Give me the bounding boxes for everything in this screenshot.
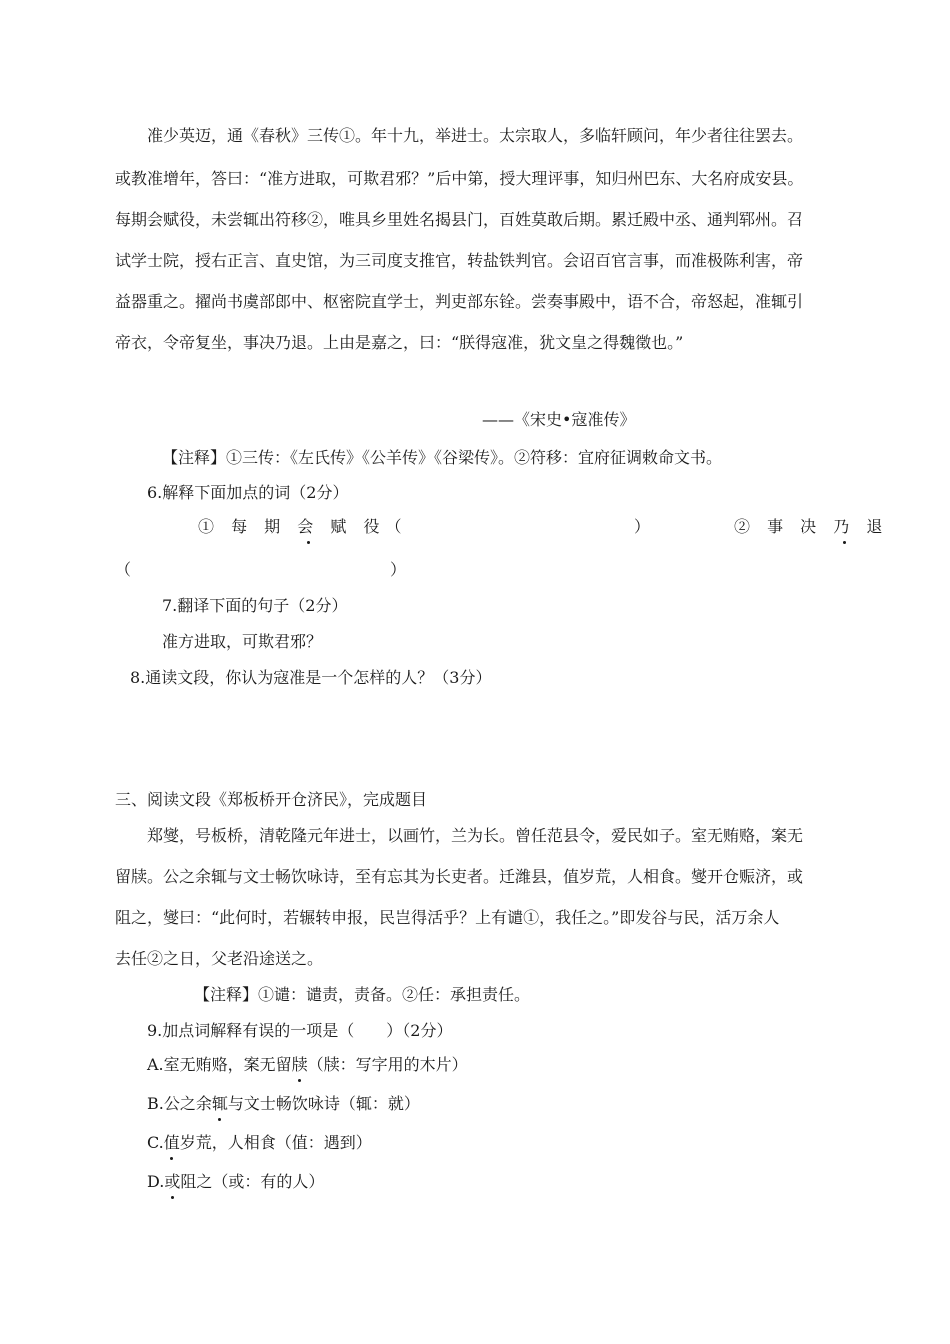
section-3-note: 【注释】①谴：谴责，责备。②任：承担责任。 — [194, 985, 531, 1004]
passage-line-2: 或教准增年，答曰：“准方进取，可欺君邪？”后中第，授大理评事，知归州巴东、大名府成安县。 — [115, 169, 804, 188]
dotted-word-zhi: 值 — [163, 1133, 180, 1152]
section-3-line-3: 阻之，燮曰：“此何时，若辗转申报，民岂得活乎？上有谴①，我任之。”即发谷与民，活万余人 — [115, 908, 780, 927]
option-c-gloss: 岁荒，人相食（值：遇到） — [179, 1133, 372, 1152]
option-c-label: C. — [147, 1133, 164, 1152]
option-a-text: A.室无贿赂，案无留 — [147, 1055, 292, 1074]
passage-line-1: 准少英迈，通《春秋》三传①。年十九，举进士。太宗取人，多临轩顾问，年少者往往罢去。 — [147, 126, 804, 145]
dotted-word-nai: 乃 — [833, 517, 856, 536]
option-d-label: D. — [147, 1172, 165, 1191]
section-3-line-1: 郑燮，号板桥，清乾隆元年进士，以画竹，兰为长。曾任范县令，爱民如子。室无贿赂，案无 — [147, 826, 804, 845]
passage-line-4: 试学士院，授右正言、直史馆，为三司度支推官，转盐铁判官。会诏百官言事，而准极陈利害，帝 — [115, 251, 804, 270]
passage-line-3: 每期会赋役，未尝辄出符移②，唯具乡里姓名揭县门，百姓莫敢后期。累迁殿中丞、通判郓州。召 — [115, 210, 804, 229]
question-6-item-2 — [734, 517, 888, 537]
section-3-line-4: 去任②之日，父老沿途送之。 — [115, 949, 324, 968]
option-b — [147, 1094, 420, 1114]
dotted-word-du: 牍 — [291, 1055, 308, 1074]
section-3-line-2: 留牍。公之余辄与文士畅饮咏诗，至有忘其为长吏者。迁潍县，值岁荒，人相食。燮开仓赈济，或 — [115, 867, 804, 886]
item-1-prefix: ① 每 期 — [198, 517, 298, 536]
dotted-word-hui: 会 — [297, 517, 320, 536]
question-6-blank-open: （ — [115, 560, 132, 579]
question-6-item-1-close: ） — [634, 517, 651, 536]
item-1-suffix: 赋 役（ — [319, 517, 408, 536]
question-8-title: 8.通读文段，你认为寇准是一个怎样的人？（3分） — [130, 668, 492, 687]
option-a — [147, 1055, 468, 1075]
option-d — [147, 1172, 324, 1192]
option-c — [147, 1133, 372, 1153]
section-3-heading: 三、阅读文段《郑板桥开仓济民》，完成题目 — [115, 790, 428, 809]
question-6-item-1 — [198, 517, 407, 537]
passage-line-6: 帝衣，令帝复坐，事决乃退。上由是嘉之，曰：“朕得寇准，犹文皇之得魏徵也。” — [115, 333, 684, 352]
item-2-prefix: ② 事 决 — [734, 517, 834, 536]
question-7-title: 7.翻译下面的句子（2分） — [162, 596, 348, 615]
option-d-gloss: 阻之（或：有的人） — [180, 1172, 325, 1191]
passage-line-5: 益器重之。擢尚书虞部郎中、枢密院直学士，判吏部东铨。尝奏事殿中，语不合，帝怒起，准辄引 — [115, 292, 804, 311]
passage-source: ——《宋史•寇准传》 — [482, 410, 636, 429]
option-b-gloss: 与文士畅饮咏诗（辄：就） — [227, 1094, 420, 1113]
question-9-title: 9.加点词解释有误的一项是（ ）（2分） — [147, 1021, 453, 1040]
question-6-title: 6.解释下面加点的词（2分） — [147, 483, 349, 502]
question-7-sentence: 准方进取，可欺君邪？ — [162, 632, 323, 651]
dotted-word-huo: 或 — [164, 1172, 181, 1191]
dotted-word-zhe: 辄 — [211, 1094, 228, 1113]
passage-note: 【注释】①三传：《左氏传》《公羊传》《谷梁传》。②符移：宜府征调敕命文书。 — [162, 448, 723, 467]
question-6-blank-close: ） — [390, 560, 407, 579]
option-b-text: B.公之余 — [147, 1094, 212, 1113]
item-2-suffix: 退 — [855, 517, 889, 536]
option-a-gloss: （牍：写字用的木片） — [307, 1055, 468, 1074]
